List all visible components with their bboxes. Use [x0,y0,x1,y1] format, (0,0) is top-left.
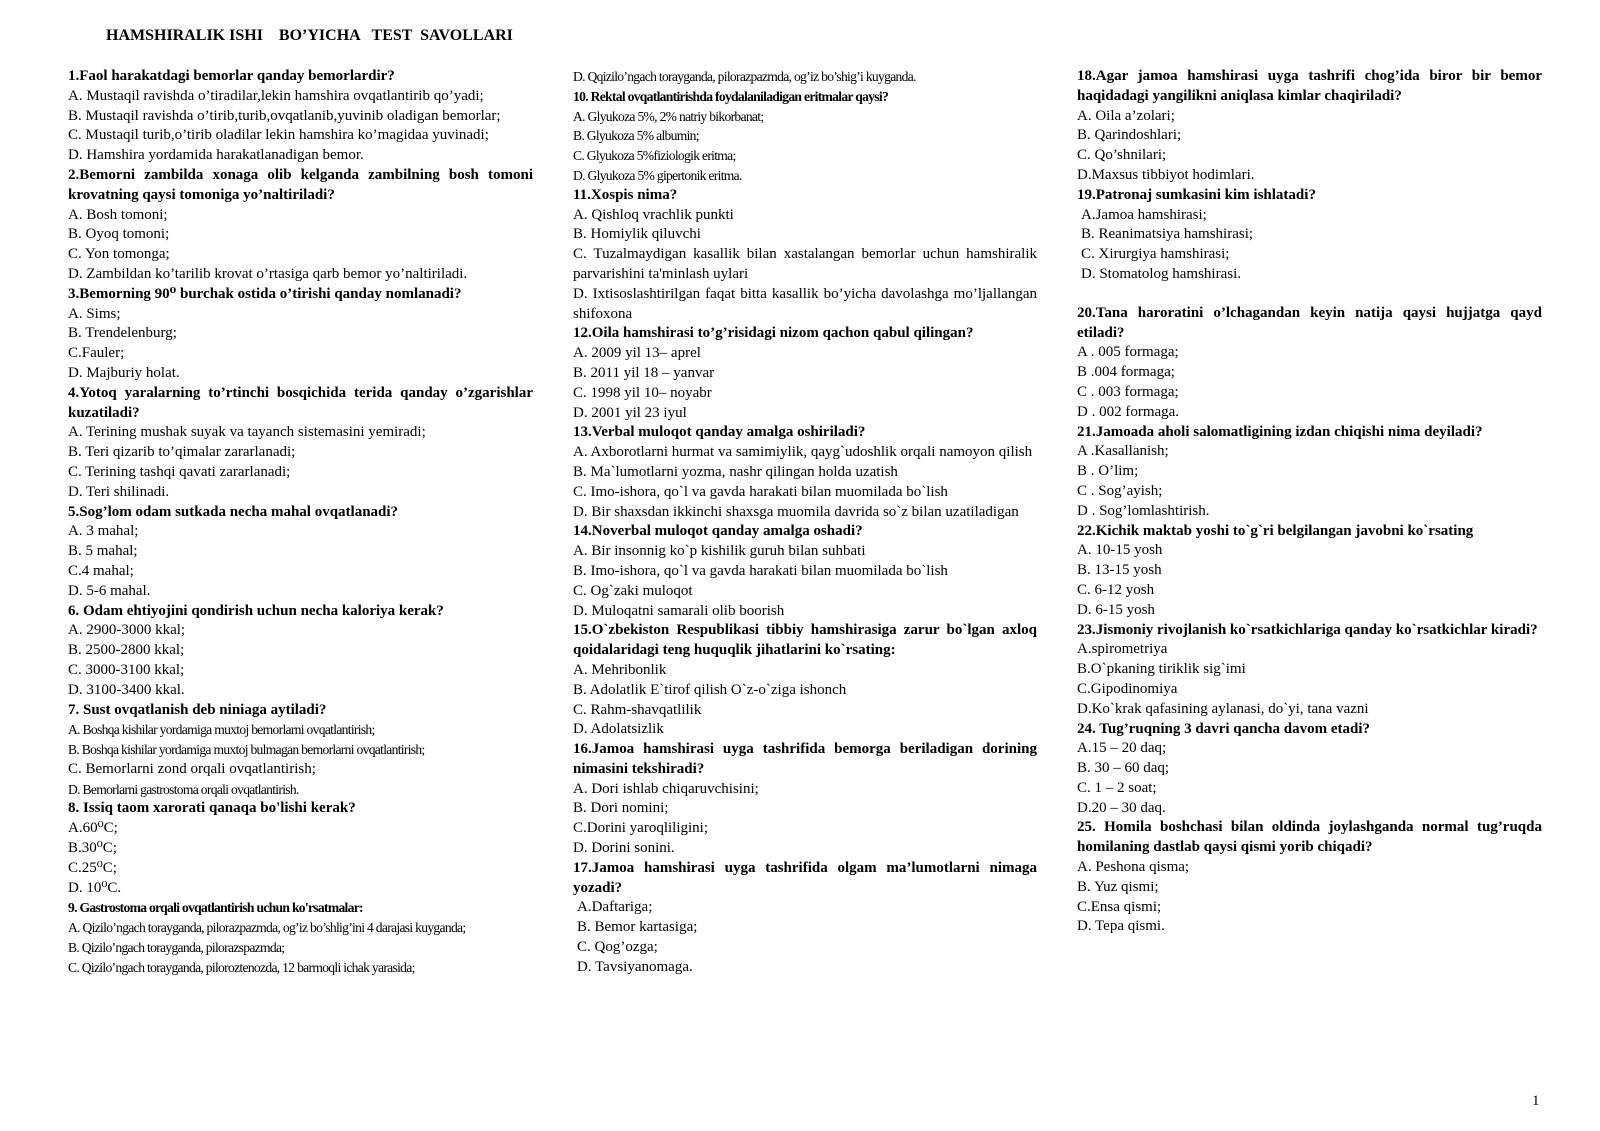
answer-option: B. Glyukoza 5% albumin; [573,128,699,144]
answer-option: A. Peshona qisma; [1077,859,1190,876]
answer-option: C.Fauler; [68,345,125,362]
page-number: 1 [1532,1093,1540,1109]
answer-option: D. 3100-3400 kkal. [68,681,185,698]
answer-option: C.4 mahal; [68,562,134,579]
question-text: 10. Rektal ovqatlantirishda foydalaniladigan eritmalar qaysi? [573,88,889,104]
answer-option: B. 2011 yil 18 – yanvar [573,364,715,381]
answer-option: D . Sog’lomlashtirish. [1077,502,1210,519]
question-text: 15.O`zbekiston Respublikasi tibbiy hamshirasiga zarur bo`lgan axloq qoidalaridagi teng huquqlik jihatlarini ko`rsating: [573,622,1037,659]
answer-option: C. Og`zaki muloqot [573,582,693,599]
question-text: 21.Jamoada aholi salomatligining izdan chiqishi nima deyiladi? [1077,423,1483,440]
answer-option: C. Mustaqil turib,o’tirib oladilar lekin hamshira ko’magidaa yuvinadi; [68,127,489,144]
column-3 [1077,67,1542,937]
answer-option: C. Terining tashqi qavati zararlanadi; [68,463,291,480]
answer-option: B. Imo-ishora, qo`l va gavda harakati bilan muomilada bo`lish [573,562,948,579]
answer-option: B. Homiylik qiluvchi [573,226,701,243]
answer-option: A. 2900-3000 kkal; [68,622,186,639]
answer-option: D.20 – 30 daq. [1077,799,1166,816]
question-text: 4.Yotoq yaralarning to’rtinchi bosqichida terida qanday o’zgarishlar kuzatiladi? [68,384,533,421]
answer-option: A.spirometriya [1077,641,1168,658]
answer-option: B. Mustaqil ravishda o’tirib,turib,ovqatlanib,yuvinib oladigan bemorlar; [68,107,501,124]
question-text: 14.Noverbal muloqot qanday amalga oshadi? [573,523,863,540]
answer-option: D. Stomatolog hamshirasi. [1081,265,1241,282]
question-text: 23.Jismoniy rivojlanish ko`rsatkichlariga qanday ko`rsatkichlar kiradi? [1077,621,1538,638]
answer-option: D. Qqizilo’ngach torayganda, pilorazpazmda, og’iz bo’shig’i kuyganda. [573,69,916,84]
question-text: 17.Jamoa hamshirasi uyga tashrifida olgam ma’lumotlarni nimaga yozadi? [573,859,1037,896]
answer-option: A. Qizilo’ngach torayganda, pilorazpazmda, og’iz bo’shlig’ini 4 darajasi kuyganda; [68,920,466,936]
question-text: 8. Issiq taom xarorati qanaqa bo'lishi kerak? [68,800,356,817]
answer-option: A. 3 mahal; [68,523,139,540]
question-text: 16.Jamoa hamshirasi uyga tashrifida bemorga beriladigan dorining nimasini tekshiradi? [573,741,1037,777]
answer-option: C. Rahm-shavqatlilik [573,701,702,718]
answer-option: A. Terining mushak suyak va tayanch sistemasini yemiradi; [68,424,426,441]
answer-option: D. Tavsiyanomaga. [577,958,693,975]
answer-option: C.Dorini yaroqliligini; [573,820,708,837]
question-text: 12.Oila hamshirasi to’g’risidagi nizom qachon qabul qilingan? [573,325,974,342]
answer-option: A. Boshqa kishilar yordamiga muxtoj bemorlarni ovqatlantirish; [68,722,375,738]
question-text: 1.Faol harakatdagi bemorlar qanday bemorlardir? [68,68,395,84]
question-text: 9. Gastrostoma orqali ovqatlantirish uchun ko'rsatmalar: [68,900,363,916]
answer-option: D.Ko`krak qafasining aylanasi, do`yi, tana vazni [1077,700,1369,717]
question-text: 19.Patronaj sumkasini kim ishlatadi? [1077,186,1316,203]
answer-option: B. Bemor kartasiga; [577,919,698,936]
answer-option: A. Dori ishlab chiqaruvchisini; [573,780,759,797]
answer-option: D. Hamshira yordamida harakatlanadigan bemor. [68,147,364,164]
answer-option: C. 6-12 yosh [1077,581,1155,598]
answer-option: A.Jamoa hamshirasi; [1081,206,1207,223]
answer-option: A. Mehribonlik [573,661,667,678]
question-text: 25. Homila boshchasi bilan oldinda joylashganda normal tug’ruqda homilaning dastlab qaysi qismi yorib chiqadi? [1077,819,1542,856]
answer-option: C.Gipodinomiya [1077,680,1178,697]
answer-option: B. Dori nomini; [573,800,669,817]
answer-option: C. Glyukoza 5%fiziologik eritma; [573,148,736,164]
answer-option: D. Ixtisoslashtirilgan faqat bitta kasallik bo’yicha davolashga mo’ljallangan shifoxona [573,285,1037,322]
answer-option: B .004 formaga; [1077,364,1175,381]
question-text: 22.Kichik maktab yoshi to`g`ri belgilangan javobni ko`rsating [1077,522,1474,539]
answer-option: B. Oyoq tomoni; [68,226,170,243]
answer-option: A .Kasallanish; [1077,443,1169,460]
answer-option: D. Bemorlarni gastrostoma orqali ovqatlantirish. [68,781,299,797]
answer-option: B. Ma`lumotlarni yozma, nashr qilingan holda uzatish [573,463,898,480]
answer-option: A. Bosh tomoni; [68,206,168,223]
page-title: HAMSHIRALIK ISHI BO’YICHA TEST SAVOLLARI [106,27,513,44]
answer-option: B.30⁰C; [68,840,117,857]
answer-option: C. Qo’shnilari; [1077,147,1167,164]
answer-option: A. Axborotlarni hurmat va samimiylik, qayg`udoshlik orqali namoyon qilish [573,444,1033,461]
answer-option: A.60⁰C; [68,820,118,837]
answer-option: D. 2001 yil 23 iyul [573,404,687,421]
answer-option: C . Sog’ayish; [1077,482,1163,499]
answer-option: D. Bir shaxsdan ikkinchi shaxsga muomila davrida so`z bilan uzatiladigan [573,503,1019,520]
answer-option: C. 1998 yil 10– noyabr [573,384,712,401]
answer-option: D. 6-15 yosh [1077,601,1155,618]
answer-option: C. Xirurgiya hamshirasi; [1081,246,1230,263]
answer-option: C. Imo-ishora, qo`l va gavda harakati bilan muomilada bo`lish [573,483,948,500]
answer-option: A. 10-15 yosh [1077,542,1163,559]
answer-option: B. Teri qizarib to’qimalar zararlanadi; [68,444,296,461]
answer-option: C. Tuzalmaydigan kasallik bilan xastalangan bemorlar uchun hamshiralik parvarishini ta'minlash uylari [573,246,1037,282]
answer-option: A. Glyukoza 5%, 2% natriy bikorbanat; [573,108,764,124]
answer-option: B. Boshqa kishilar yordamiga muxtoj bulmagan bemorlarni ovqatlantirish; [68,742,425,758]
answer-option: C. Bemorlarni zond orqali ovqatlantirish; [68,760,316,777]
answer-option: A. Sims; [68,305,121,322]
answer-option: D. Teri shilinadi. [68,483,170,500]
answer-option: A . 005 formaga; [1077,344,1179,361]
spacer [1077,285,1542,304]
answer-option: C. Qizilo’ngach torayganda, piloroztenozda, 12 barmoqli ichak yarasida; [68,959,415,975]
answer-option: B. Trendelenburg; [68,325,177,342]
question-text: 3.Bemorning 90⁰ burchak ostida o’tirishi qanday nomlanadi? [68,285,462,302]
answer-option: B. 13-15 yosh [1077,562,1162,579]
question-text: 18.Agar jamoa hamshirasi uyga tashrifi chog’ida biror bir bemor haqidadagi yangilikni aniqlasa kimlar chaqiriladi? [1077,68,1542,104]
answer-option: B. Reanimatsiya hamshirasi; [1081,226,1254,243]
answer-option: C . 003 formaga; [1077,383,1179,400]
question-text: 13.Verbal muloqot qanday amalga oshiriladi? [573,424,866,441]
answer-option: D. 10⁰C. [68,879,122,896]
answer-option: C. Yon tomonga; [68,246,170,263]
answer-option: D. 5-6 mahal. [68,582,151,599]
answer-option: D. Dorini sonini. [573,840,675,857]
column-1 [68,67,533,978]
column-2 [573,67,1037,978]
answer-option: B.O`pkaning tiriklik sig`imi [1077,661,1246,678]
answer-option: D . 002 formaga. [1077,403,1180,420]
answer-option: D. Zambildan ko’tarilib krovat o’rtasiga qarb bemor yo’naltiriladi. [68,265,468,282]
answer-option: A.Daftariga; [577,899,653,916]
answer-option: D.Maxsus tibbiyot hodimlari. [1077,166,1255,183]
answer-option: C.Ensa qismi; [1077,898,1162,915]
question-text: 6. Odam ehtiyojini qondirish uchun necha kaloriya kerak? [68,602,444,619]
question-text: 5.Sog’lom odam sutkada necha mahal ovqatlanadi? [68,503,399,520]
answer-option: B. Qarindoshlari; [1077,127,1182,144]
answer-option: A. 2009 yil 13– aprel [573,345,701,362]
question-text: 11.Xospis nima? [573,186,678,203]
answer-option: B. Qizilo’ngach torayganda, pilorazspazmda; [68,940,285,956]
question-text: 20.Tana haroratini o’lchagandan keyin natija qaysi hujjatga qayd etiladi? [1077,304,1542,341]
answer-option: B. Adolatlik E`tirof qilish O`z-o`ziga ishonch [573,681,847,698]
answer-option: C. Qog’ozga; [577,939,658,956]
answer-option: B. 30 – 60 daq; [1077,760,1170,777]
question-text: 24. Tug’ruqning 3 davri qancha davom etadi? [1077,720,1370,737]
answer-option: A. Bir insonnig ko`p kishilik guruh bilan suhbati [573,543,866,560]
answer-option: B. 2500-2800 kkal; [68,642,185,659]
answer-option: A.15 – 20 daq; [1077,740,1167,757]
answer-option: B. 5 mahal; [68,543,138,560]
answer-option: D. Majburiy holat. [68,364,180,381]
answer-option: D. Adolatsizlik [573,721,664,738]
answer-option: D. Tepa qismi. [1077,918,1165,935]
answer-option: C. 1 – 2 soat; [1077,779,1157,796]
answer-option: D. Glyukoza 5% gipertonik eritma. [573,167,742,183]
question-text: 2.Bemorni zambilda xonaga olib kelganda zambilning bosh tomoni krovatning qaysi tomoniga yo’naltiriladi? [68,166,533,203]
answer-option: C. 3000-3100 kkal; [68,661,185,678]
answer-option: D. Muloqatni samarali olib boorish [573,602,785,619]
answer-option: B. Yuz qismi; [1077,878,1159,895]
answer-option: A. Oila a’zolari; [1077,107,1175,124]
question-text: 7. Sust ovqatlanish deb niniaga aytiladi? [68,701,327,718]
answer-option: C.25⁰C; [68,859,117,876]
answer-option: A. Mustaqil ravishda o’tiradilar,lekin hamshira ovqatlantirib qo’yadi; [68,87,484,104]
answer-option: B . O’lim; [1077,463,1139,480]
answer-option: A. Qishloq vrachlik punkti [573,206,734,223]
